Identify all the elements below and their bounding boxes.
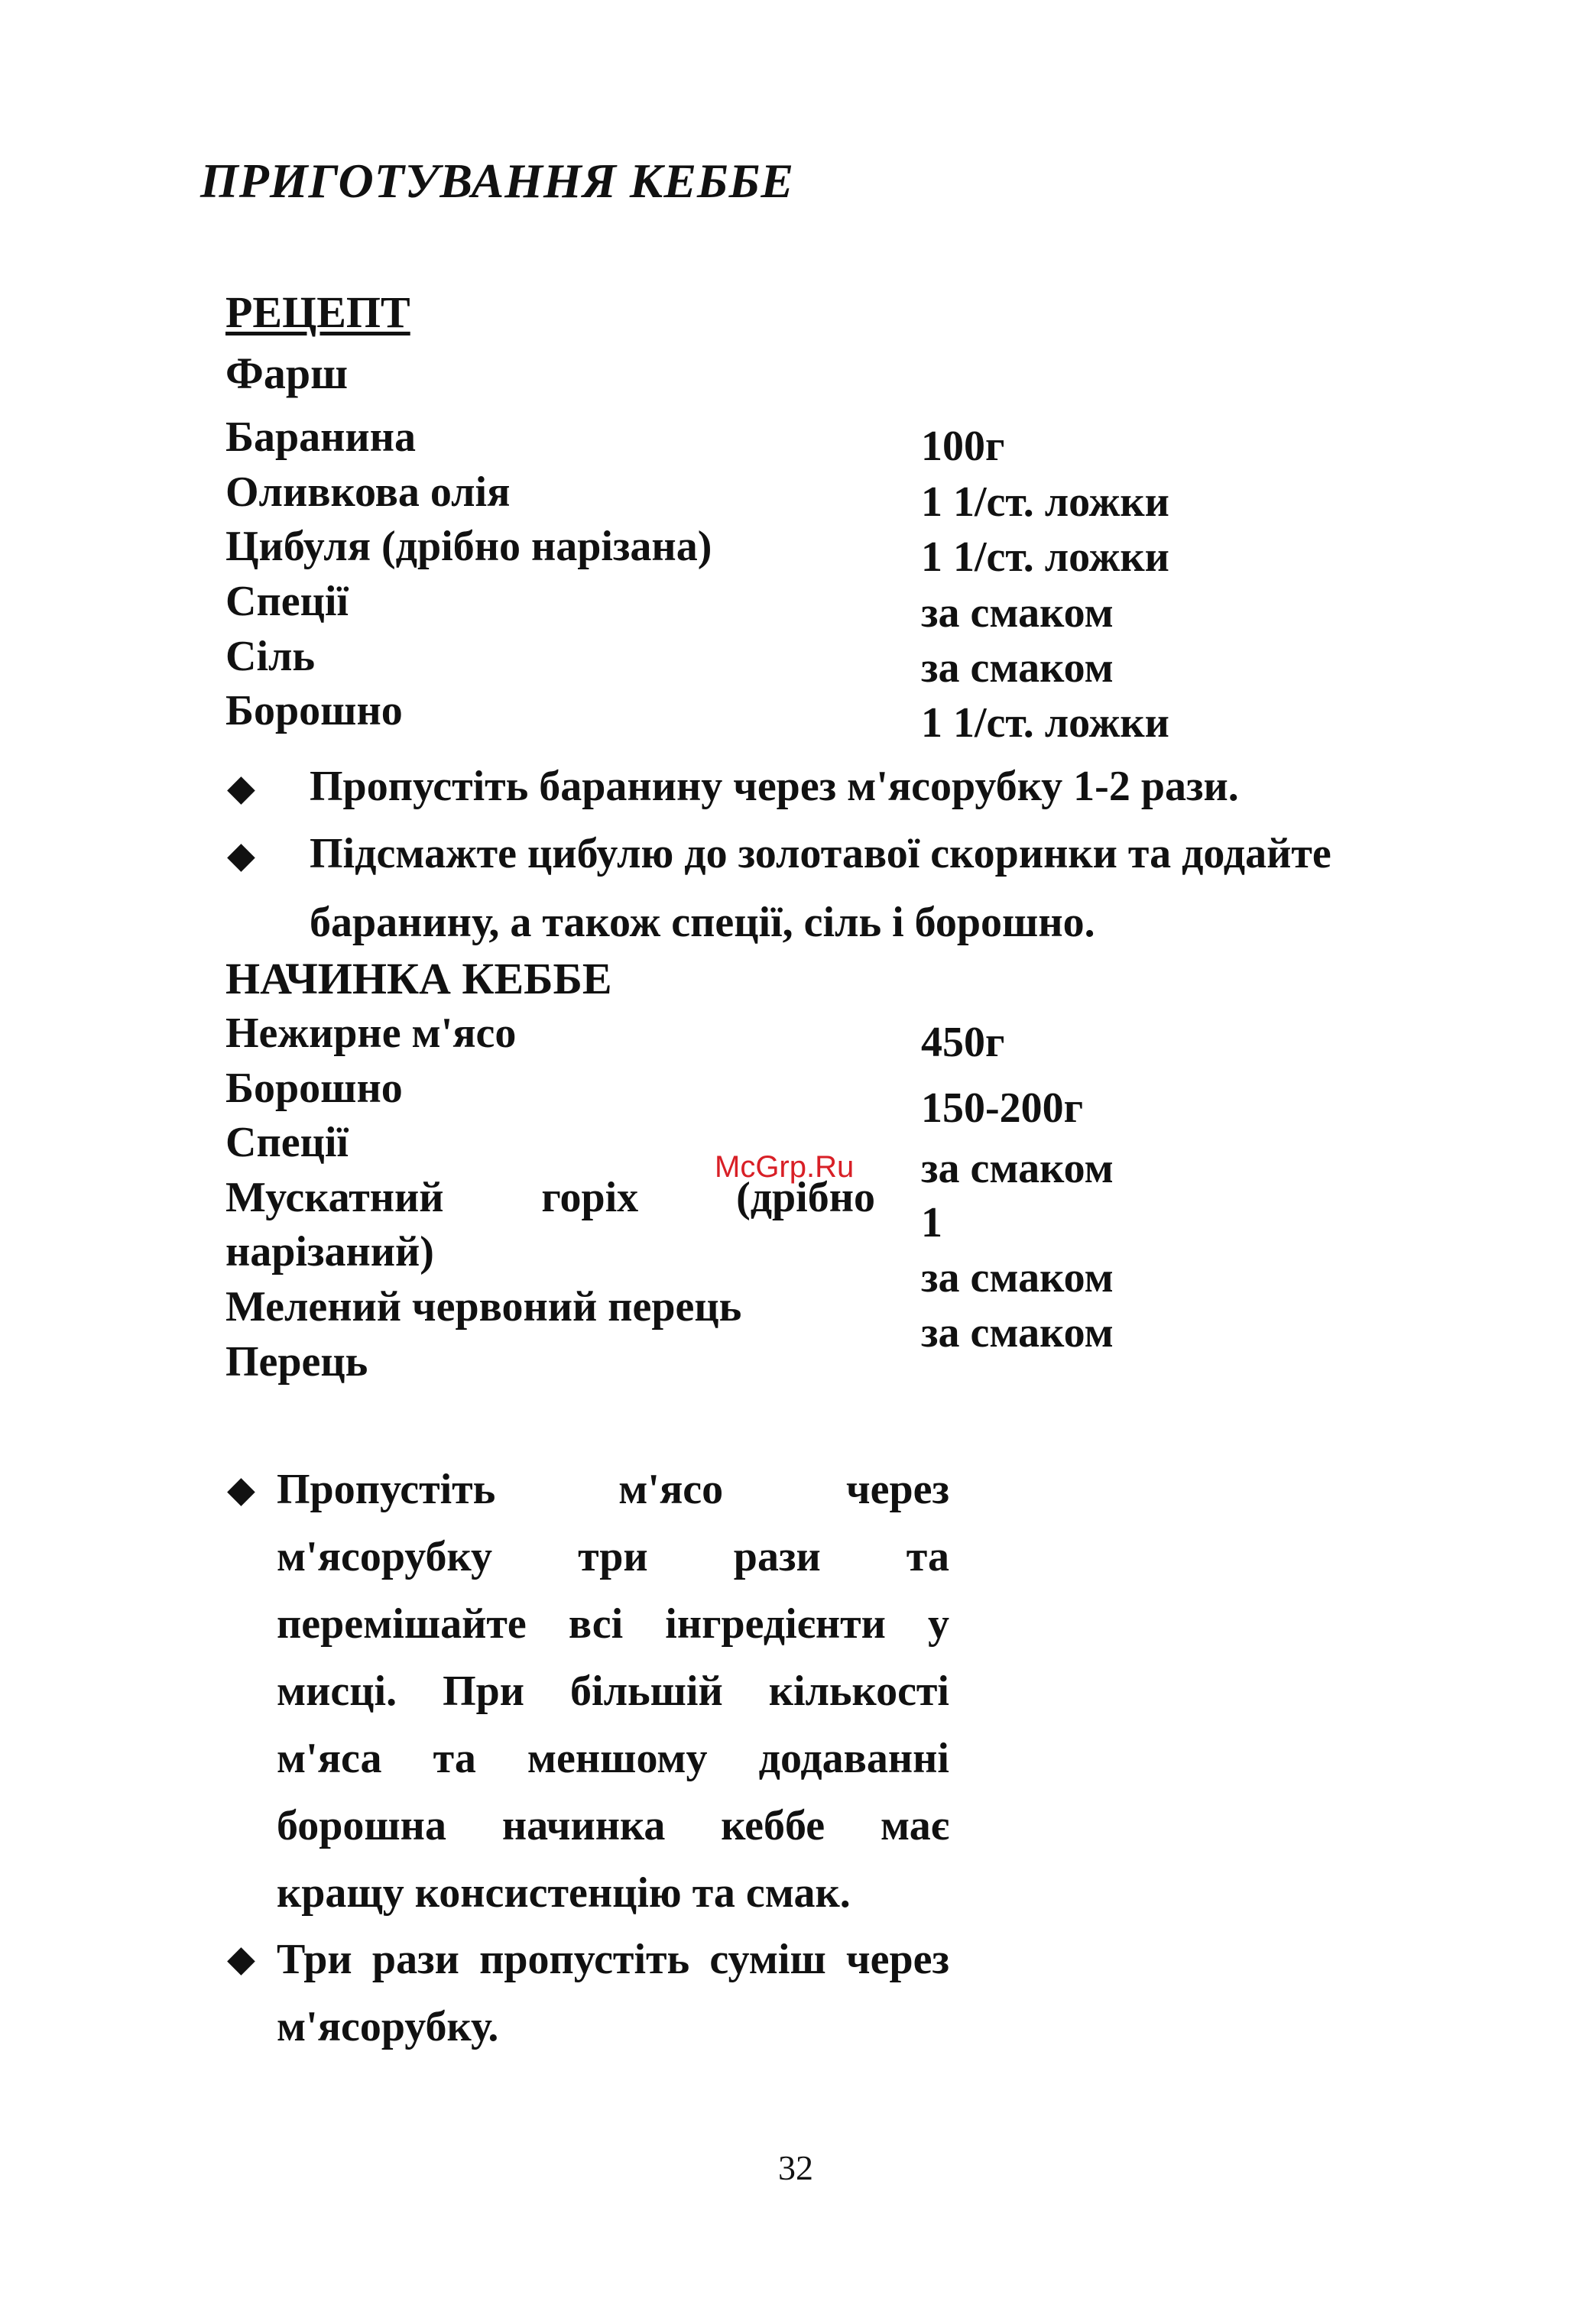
diamond-bullet-icon: ◆: [227, 768, 255, 809]
farsh-ingredient-qty: 1 1/ст. ложки: [921, 699, 1169, 747]
diamond-bullet-icon: ◆: [227, 1470, 255, 1510]
filling-ingredient-qty: 1: [921, 1199, 942, 1246]
filling-ingredient-name: нарізаний): [225, 1228, 434, 1275]
diamond-bullet-icon: ◆: [227, 835, 255, 876]
farsh-ingredient-qty: 100г: [921, 423, 1005, 470]
recipe-heading: РЕЦЕПТ: [225, 287, 410, 337]
filling-ingredient-word: горіх: [541, 1174, 639, 1221]
filling-ingredient-name: Спеції: [225, 1119, 349, 1166]
farsh-ingredient-qty: 1 1/ст. ложки: [921, 533, 1169, 581]
farsh-ingredient-qty: за смаком: [921, 644, 1114, 692]
farsh-ingredient-qty: 1 1/ст. ложки: [921, 478, 1169, 526]
farsh-step: Підсмажте цибулю до золотавої скоринки та додайте баранину, а також спеції, сіль і борошно.: [310, 830, 1331, 946]
diamond-bullet-icon: ◆: [227, 1939, 255, 1979]
page-number: 32: [778, 2148, 813, 2187]
filling-step: Пропустіть м'ясо через м'ясорубку три рази та перемішайте всі інгредієнти у мисці. При більшій кількості м'яса та меншому додаванні борошна начинка кеббе має кращу консистенцію та смак.: [277, 1466, 949, 1917]
farsh-ingredient-qty: за смаком: [921, 589, 1114, 637]
filling-ingredient-name: Нежирне м'ясо: [225, 1010, 517, 1057]
farsh-ingredient-name: Спеції: [225, 578, 349, 625]
filling-ingredient-name: Мелений червоний перець: [225, 1283, 742, 1331]
filling-ingredient-qty: 450г: [921, 1019, 1005, 1066]
farsh-ingredient-name: Баранина: [225, 413, 416, 461]
filling-step: Три рази пропустіть суміш через м'ясорубку.: [277, 1936, 949, 2050]
farsh-ingredient-name: Борошно: [225, 687, 403, 734]
farsh-ingredient-name: Сіль: [225, 633, 316, 680]
filling-ingredient-name: Перець: [225, 1338, 368, 1386]
farsh-ingredient-name: Оливкова олія: [225, 468, 511, 516]
filling-ingredient-word: Мускатний: [225, 1174, 444, 1221]
filling-ingredient-qty: за смаком: [921, 1145, 1114, 1192]
farsh-ingredient-name: Цибуля (дрібно нарізана): [225, 523, 712, 570]
farsh-heading: Фарш: [225, 348, 349, 398]
filling-ingredient-qty: за смаком: [921, 1254, 1114, 1301]
filling-ingredient-qty: 150-200г: [921, 1084, 1084, 1132]
filling-heading: НАЧИНКА КЕББЕ: [225, 954, 612, 1003]
page-title: ПРИГОТУВАННЯ КЕББЕ: [200, 154, 794, 208]
farsh-step: Пропустіть баранину через м'ясорубку 1-2 рази.: [310, 763, 1239, 810]
filling-ingredient-name: Борошно: [225, 1065, 403, 1112]
filling-ingredient-word: (дрібно: [736, 1174, 876, 1221]
filling-ingredient-qty: за смаком: [921, 1309, 1114, 1356]
watermark: McGrp.Ru: [715, 1150, 855, 1184]
